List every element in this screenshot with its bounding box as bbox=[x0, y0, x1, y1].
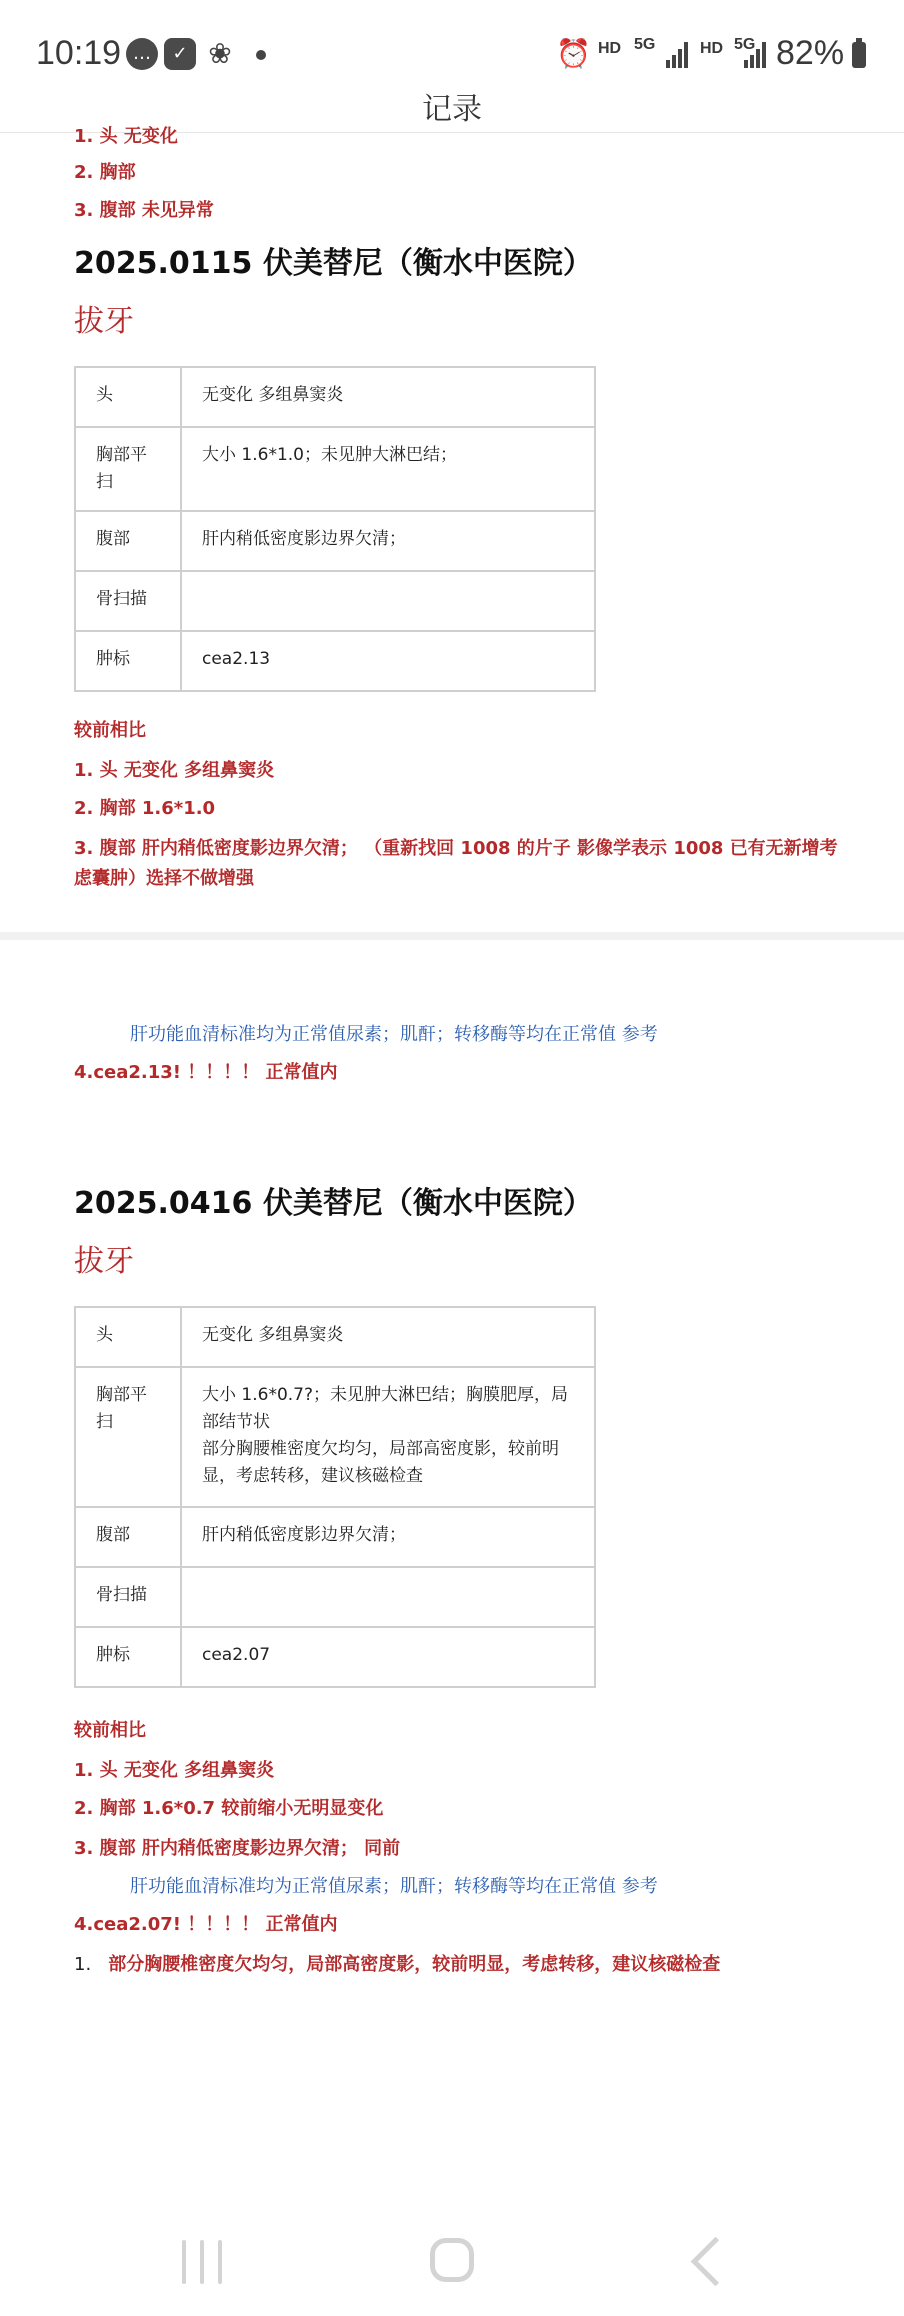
row-value: 大小 1.6*1.0；未见肿大淋巴结； bbox=[181, 427, 595, 511]
row-key: 腹部 bbox=[75, 511, 181, 571]
record-table bbox=[74, 366, 596, 692]
recent-apps-icon[interactable] bbox=[180, 2240, 224, 2284]
compare-item-1: 1. 头 无变化 多组鼻窦炎 bbox=[74, 1760, 275, 1781]
table-row bbox=[75, 427, 595, 511]
table-row bbox=[75, 1367, 595, 1507]
record-heading: 2025.0416 伏美替尼（衡水中医院） bbox=[74, 1186, 593, 1221]
back-icon[interactable] bbox=[691, 2237, 740, 2286]
section-divider bbox=[0, 932, 904, 940]
row-key: 头 bbox=[75, 1307, 181, 1367]
alarm-icon: ⏰ bbox=[556, 37, 591, 70]
row-key: 肿标 bbox=[75, 631, 181, 691]
row-value: 肝内稍低密度影边界欠清； bbox=[181, 511, 595, 571]
row-key: 肿标 bbox=[75, 1627, 181, 1687]
record-subtitle: 拔牙 bbox=[74, 304, 134, 339]
row-key: 腹部 bbox=[75, 1507, 181, 1567]
system-nav-bar bbox=[0, 2220, 904, 2316]
table-row bbox=[75, 1307, 595, 1367]
compare-title: 较前相比 bbox=[74, 720, 146, 741]
cea-note: 4.cea2.13! ！！！！ 正常值内 bbox=[74, 1062, 338, 1083]
record-subtitle: 拔牙 bbox=[74, 1244, 134, 1279]
home-icon[interactable] bbox=[430, 2238, 474, 2282]
table-row bbox=[75, 511, 595, 571]
row-value: 无变化 多组鼻窦炎 bbox=[181, 367, 595, 427]
row-value: 无变化 多组鼻窦炎 bbox=[181, 1307, 595, 1367]
liver-note: 肝功能血清标准均为正常值尿素；肌酐；转移酶等均在正常值 参考 bbox=[130, 1024, 658, 1045]
row-value bbox=[181, 1367, 595, 1507]
table-row bbox=[75, 1567, 595, 1627]
top-item-2: 2. 胸部 bbox=[74, 162, 136, 183]
compare-item-3: 3. 腹部 肝内稍低密度影边界欠清； （重新找回 1008 的片子 影像学表示 1008 已有无新增考 bbox=[74, 838, 838, 859]
compare-item-2: 2. 胸部 1.6*1.0 bbox=[74, 798, 216, 819]
row-value bbox=[181, 1567, 595, 1627]
liver-note: 肝功能血清标准均为正常值尿素；肌酐；转移酶等均在正常值 参考 bbox=[130, 1876, 658, 1897]
row-value bbox=[181, 571, 595, 631]
row-value: cea2.07 bbox=[181, 1627, 595, 1687]
hd-label-1: HD bbox=[598, 40, 622, 57]
signal-icon-2 bbox=[744, 42, 770, 68]
row-value-line: 大小 1.6*0.7?；未见肿大淋巴结；胸膜肥厚，局部结节状 bbox=[202, 1385, 568, 1432]
row-key: 胸部平扫 bbox=[75, 427, 181, 511]
notification-dot bbox=[256, 50, 266, 60]
top-item-3: 3. 腹部 未见异常 bbox=[74, 200, 214, 221]
task-icon: ✓ bbox=[164, 38, 196, 70]
baidu-icon: ❀ bbox=[208, 37, 232, 70]
row-key: 头 bbox=[75, 367, 181, 427]
table-row bbox=[75, 1627, 595, 1687]
compare-item-3: 3. 腹部 肝内稍低密度影边界欠清； 同前 bbox=[74, 1838, 401, 1859]
cea-note: 4.cea2.07! ！！！！ 正常值内 bbox=[74, 1914, 338, 1935]
record-heading: 2025.0115 伏美替尼（衡水中医院） bbox=[74, 246, 593, 281]
row-value-line: 部分胸腰椎密度欠均匀，局部高密度影，较前明显，考虑转移，建议核磁检查 bbox=[202, 1439, 559, 1486]
table-row bbox=[75, 571, 595, 631]
record-table bbox=[74, 1306, 596, 1688]
status-time: 10:19 bbox=[36, 34, 122, 72]
table-row bbox=[75, 1507, 595, 1567]
row-value: cea2.13 bbox=[181, 631, 595, 691]
net-label-2: 5G bbox=[734, 36, 756, 53]
compare-item-3-cont: 虑囊肿）选择不做增强 bbox=[74, 868, 254, 889]
battery-percent: 82% bbox=[776, 34, 845, 72]
compare-item-1: 1. 头 无变化 多组鼻窦炎 bbox=[74, 760, 275, 781]
row-key: 骨扫描 bbox=[75, 571, 181, 631]
row-value: 肝内稍低密度影边界欠清； bbox=[181, 1507, 595, 1567]
battery-icon bbox=[852, 42, 866, 68]
chat-icon: … bbox=[126, 38, 158, 70]
table-row bbox=[75, 367, 595, 427]
signal-icon bbox=[666, 42, 692, 68]
row-key: 胸部平扫 bbox=[75, 1367, 181, 1507]
compare-item-2: 2. 胸部 1.6*0.7 较前缩小无明显变化 bbox=[74, 1798, 384, 1819]
table-row bbox=[75, 631, 595, 691]
note-number: 1. bbox=[74, 1954, 92, 1975]
numbered-note bbox=[74, 1950, 720, 1976]
row-key: 骨扫描 bbox=[75, 1567, 181, 1627]
page-title: 记录 bbox=[422, 92, 482, 127]
top-item-1: 1. 头 无变化 bbox=[74, 126, 178, 147]
net-label-1: 5G bbox=[634, 36, 656, 53]
hd-label-2: HD bbox=[700, 40, 724, 57]
note-text: 部分胸腰椎密度欠均匀，局部高密度影，较前明显，考虑转移，建议核磁检查 bbox=[108, 1954, 721, 1975]
compare-title: 较前相比 bbox=[74, 1720, 146, 1741]
